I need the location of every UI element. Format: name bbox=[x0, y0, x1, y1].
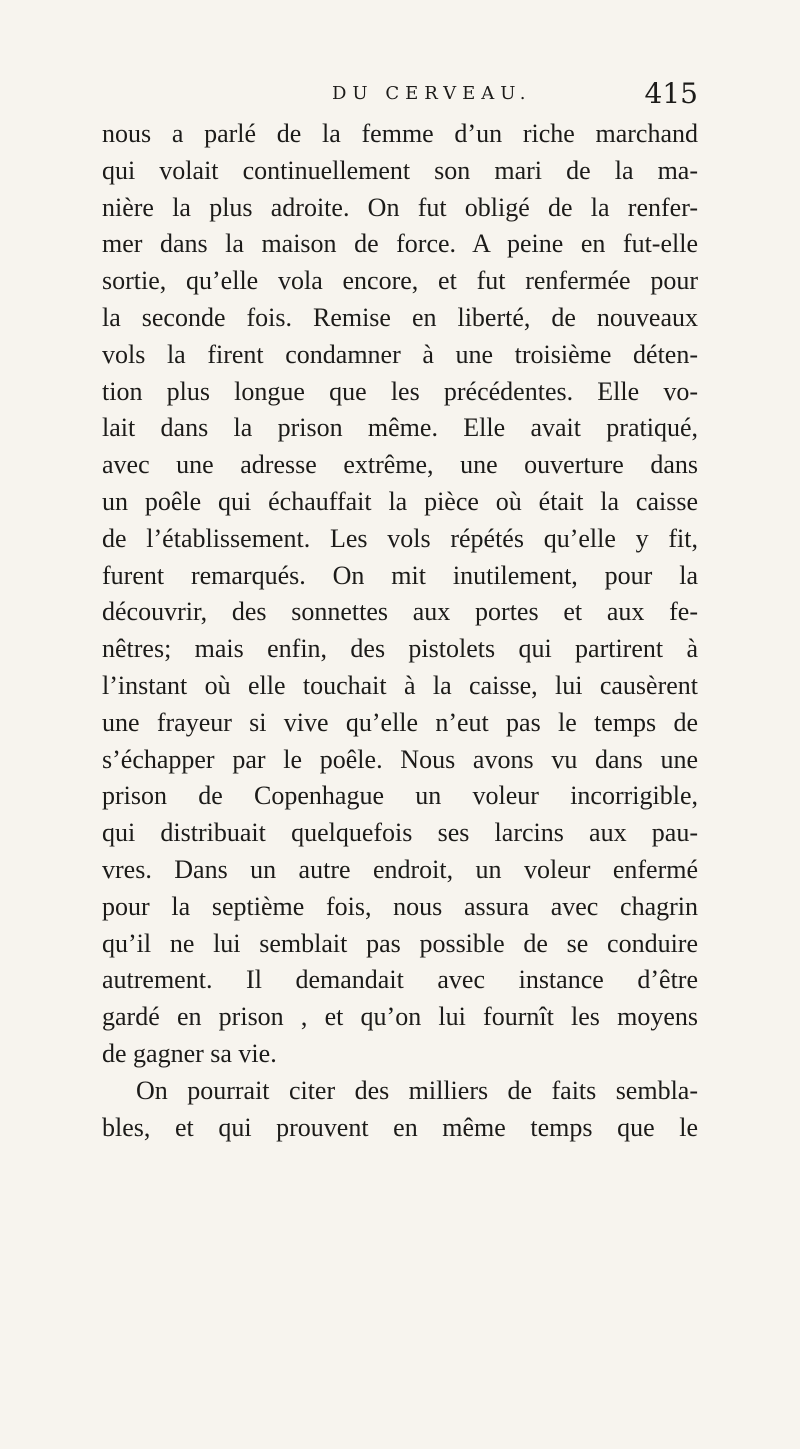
text-line: avec une adresse extrême, une ouverture dans bbox=[102, 450, 698, 480]
text-line: de l’établissement. Les vols répétés qu’elle y fit, bbox=[102, 523, 698, 553]
text-line: vols la firent condamner à une troisième déten- bbox=[102, 339, 698, 369]
text-line: sortie, qu’elle vola encore, et fut renfermée pour bbox=[102, 266, 698, 296]
text-line: qui volait continuellement son mari de la ma- bbox=[102, 155, 698, 185]
text-line: nous a parlé de la femme d’un riche marchand bbox=[102, 119, 698, 148]
text-line: un poêle qui échauffait la pièce où était la caisse bbox=[102, 486, 698, 516]
text-line: nêtres; mais enfin, des pistolets qui partirent à bbox=[102, 634, 698, 664]
text-line: s’échapper par le poêle. Nous avons vu dans une bbox=[102, 744, 698, 774]
text-line: gardé en prison , et qu’on lui fournît les moyens bbox=[102, 1002, 698, 1032]
text-line: On pourrait citer des milliers de faits sembla- bbox=[136, 1075, 698, 1105]
text-line: qui distribuait quelquefois ses larcins aux pau- bbox=[102, 818, 698, 848]
text-line: vres. Dans un autre endroit, un voleur enfermé bbox=[102, 854, 698, 884]
text-line: mer dans la maison de force. A peine en fut-elle bbox=[102, 229, 698, 259]
text-line: pour la septième fois, nous assura avec chagrin bbox=[102, 891, 698, 921]
text-line: une frayeur si vive qu’elle n’eut pas le temps de bbox=[102, 707, 698, 737]
text-line: découvrir, des sonnettes aux portes et aux fe- bbox=[102, 597, 698, 627]
running-head bbox=[102, 72, 698, 116]
running-title: DU CERVEAU. bbox=[332, 83, 532, 104]
text-line: prison de Copenhague un voleur incorrigible, bbox=[102, 781, 698, 811]
text-line: tion plus longue que les précédentes. Elle vo- bbox=[102, 376, 698, 406]
text-line: lait dans la prison même. Elle avait pratiqué, bbox=[102, 413, 698, 443]
text-line: qu’il ne lui semblait pas possible de se conduire bbox=[102, 928, 698, 958]
text-line: de gagner sa vie. bbox=[102, 1038, 277, 1068]
text-line: bles, et qui prouvent en même temps que le bbox=[102, 1112, 698, 1142]
text-line: la seconde fois. Remise en liberté, de nouveaux bbox=[102, 302, 698, 332]
text-line: furent remarqués. On mit inutilement, pour la bbox=[102, 560, 698, 590]
page-number: 415 bbox=[644, 77, 698, 110]
body-text bbox=[102, 116, 698, 1146]
text-line: l’instant où elle touchait à la caisse, lui causèrent bbox=[102, 670, 698, 700]
text-line: nière la plus adroite. On fut obligé de la renfer- bbox=[102, 192, 698, 222]
text-line: autrement. Il demandait avec instance d’être bbox=[102, 965, 698, 995]
